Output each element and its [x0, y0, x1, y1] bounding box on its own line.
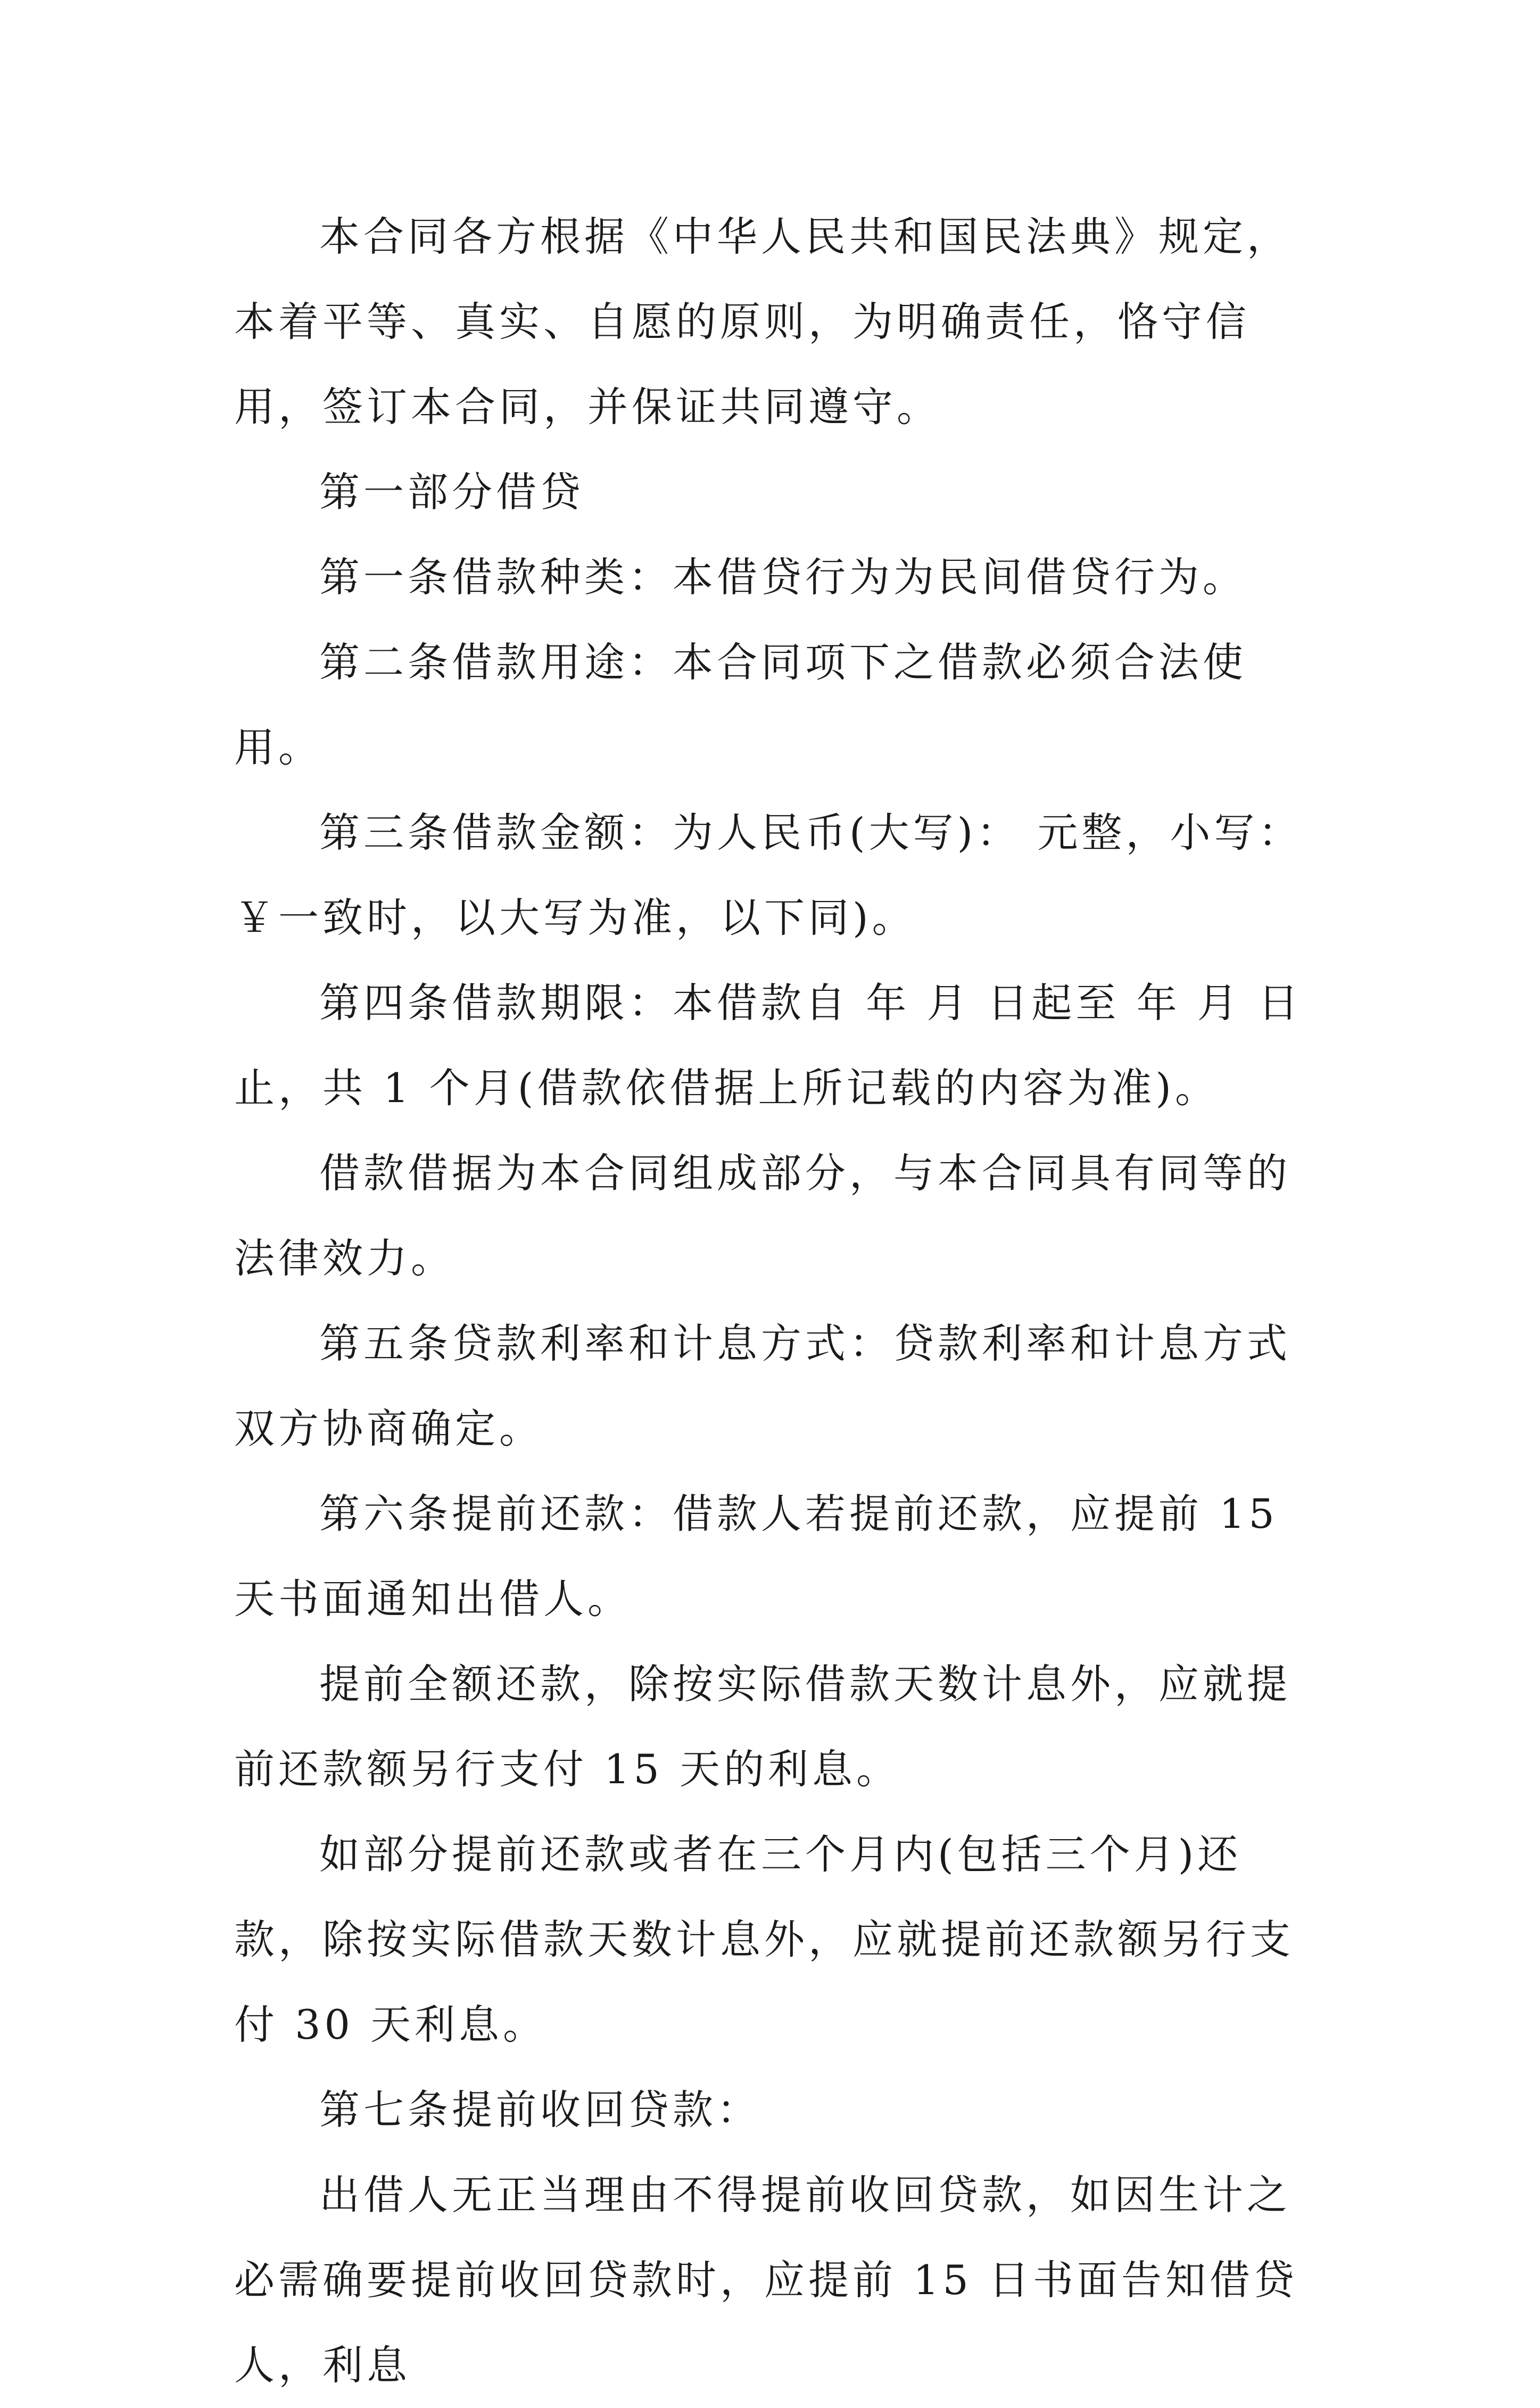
- paragraph-early-recall-terms: 出借人无正当理由不得提前收回贷款，如因生计之必需确要提前收回贷款时，应提前 15 日书面告知借贷人，利息: [234, 2171, 1298, 2389]
- article-5-interest-rate: 第五条贷款利率和计息方式：贷款利率和计息方式双方协商确定。: [234, 1320, 1291, 1452]
- article-2-loan-purpose: 第二条借款用途：本合同项下之借款必须合法使用。: [234, 639, 1247, 771]
- paragraph-partial-early-repayment: 如部分提前还款或者在三个月内(包括三个月)还款，除按实际借款天数计息外，应就提前还款额另行支付 30 天利息。: [234, 1831, 1294, 2048]
- section-heading-part-one: 第一部分借贷: [319, 468, 584, 516]
- document-body: [234, 194, 1320, 2408]
- article-4-loan-term: 第四条借款期限：本借款自 年 月 日起至 年 月 日止，共 1 个月(借款依借据上所记载的内容为准)。: [234, 979, 1302, 1112]
- paragraph-full-early-repayment: 提前全额还款，除按实际借款天数计息外，应就提前还款额另行支付 15 天的利息。: [234, 1660, 1291, 1793]
- paragraph-receipt-validity: 借款借据为本合同组成部分，与本合同具有同等的法律效力。: [234, 1149, 1291, 1282]
- article-7-early-recall: 第七条提前收回贷款：: [319, 2086, 761, 2133]
- article-6-early-repayment: 第六条提前还款：借款人若提前还款，应提前 15 天书面通知出借人。: [234, 1490, 1278, 1623]
- article-3-loan-amount: 第三条借款金额：为人民币(大写)： 元整，小写：￥一致时，以大写为准，以下同)。: [234, 809, 1303, 941]
- paragraph-preamble: 本合同各方根据《中华人民共和国民法典》规定，本着平等、真实、自愿的原则，为明确责任，恪守信用，签订本合同，并保证共同遵守。: [234, 213, 1291, 431]
- article-1-loan-type: 第一条借款种类：本借贷行为为民间借贷行为。: [319, 553, 1247, 601]
